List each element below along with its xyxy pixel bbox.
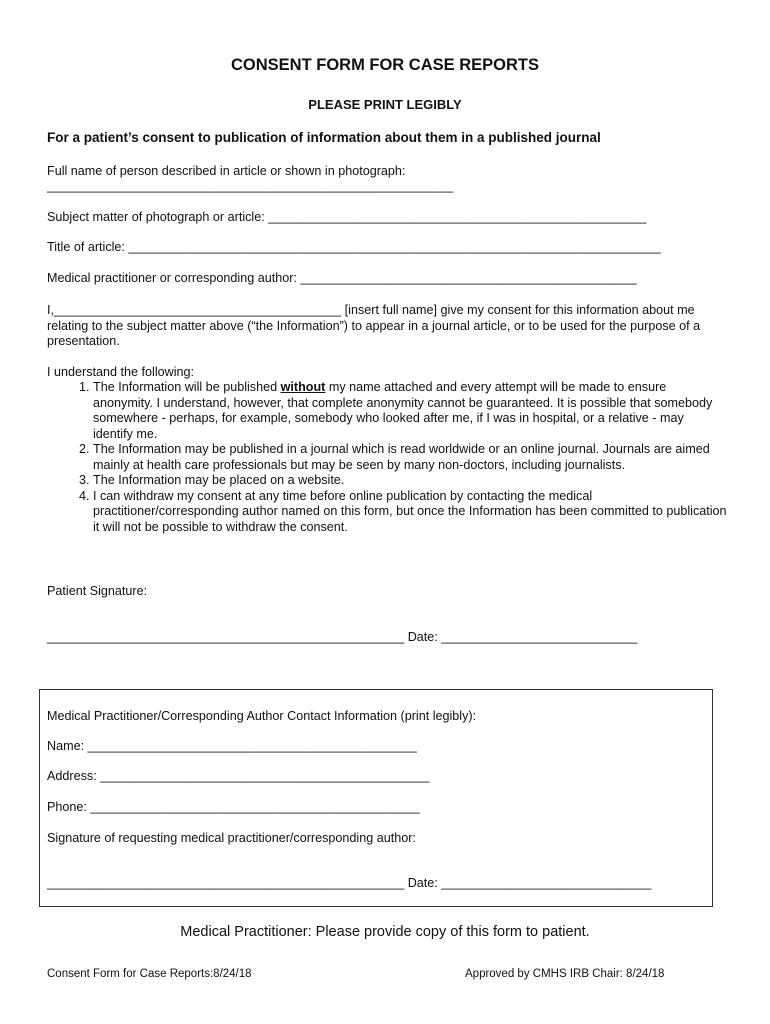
full-name-label: Full name of person described in article or shown in photograph: xyxy=(47,164,406,178)
list-item: 4. I can withdraw my consent at any time before online publication by contacting the medical practitioner/corresponding author named on this form, but once the Information has been committed to publication it will not be possible to withdraw the consent. xyxy=(93,489,727,536)
form-title: CONSENT FORM FOR CASE REPORTS xyxy=(230,56,539,74)
item1-text-before: The Information will be published xyxy=(93,380,281,394)
list-item xyxy=(93,380,727,442)
form-subtitle: PLEASE PRINT LEGIBLY xyxy=(308,97,462,112)
list-item: 3. The Information may be placed on a website. xyxy=(93,473,727,489)
item1-text-after: my name attached and every attempt will be made to ensure anonymity. I understand, however, that complete anonymity cannot be guaranteed. It is possible that somebody somewhere - perhaps, for example, somebody who looked after me, if I was in hospital, or a relative - may identify me. xyxy=(93,380,713,441)
practitioner-notice: Medical Practitioner: Please provide copy of this form to patient. xyxy=(180,924,590,940)
full-name-field[interactable]: __________________________________________________________ xyxy=(47,179,454,193)
practitioner-contact-box xyxy=(39,689,713,907)
article-title-field[interactable]: Title of article: ____________________________________________________________________________ xyxy=(47,240,661,254)
understand-label: I understand the following: xyxy=(47,365,195,379)
item1-emphasis: without xyxy=(280,380,326,394)
understanding-list xyxy=(47,380,727,535)
footer-left: Consent Form for Case Reports:8/24/18 xyxy=(47,968,252,980)
contact-phone-field[interactable]: Phone: _______________________________________________ xyxy=(47,800,420,814)
patient-signature-label: Patient Signature: xyxy=(47,584,148,598)
subject-matter-field[interactable]: Subject matter of photograph or article: ______________________________________________________ xyxy=(47,210,647,224)
contact-name-field[interactable]: Name: _______________________________________________ xyxy=(47,739,417,753)
consent-statement: I,_________________________________________ [insert full name] give my consent for this information about me relating to the subject matter above (“the Information”) to appear in a journal article, or to be used for the purpose of a presentation. xyxy=(47,303,701,348)
form-purpose: For a patient’s consent to publication of information about them in a published journal xyxy=(47,130,601,145)
contact-address-field[interactable]: Address: _______________________________________________ xyxy=(47,769,430,783)
contact-heading: Medical Practitioner/Corresponding Author Contact Information (print legibly): xyxy=(47,709,477,723)
practitioner-field[interactable]: Medical practitioner or corresponding author: ________________________________________________ xyxy=(47,271,637,285)
contact-signature-date-field[interactable]: ___________________________________________________ Date: ______________________________ xyxy=(47,876,652,890)
contact-signature-label: Signature of requesting medical practitioner/corresponding author: xyxy=(47,831,416,845)
list-item: 2. The Information may be published in a journal which is read worldwide or an online journal. Journals are aimed mainly at health care professionals but may be seen by many non-doctors, including journalists. xyxy=(93,442,727,473)
footer-right: Approved by CMHS IRB Chair: 8/24/18 xyxy=(465,968,665,980)
patient-signature-date-field[interactable]: ___________________________________________________ Date: ____________________________ xyxy=(47,630,638,644)
